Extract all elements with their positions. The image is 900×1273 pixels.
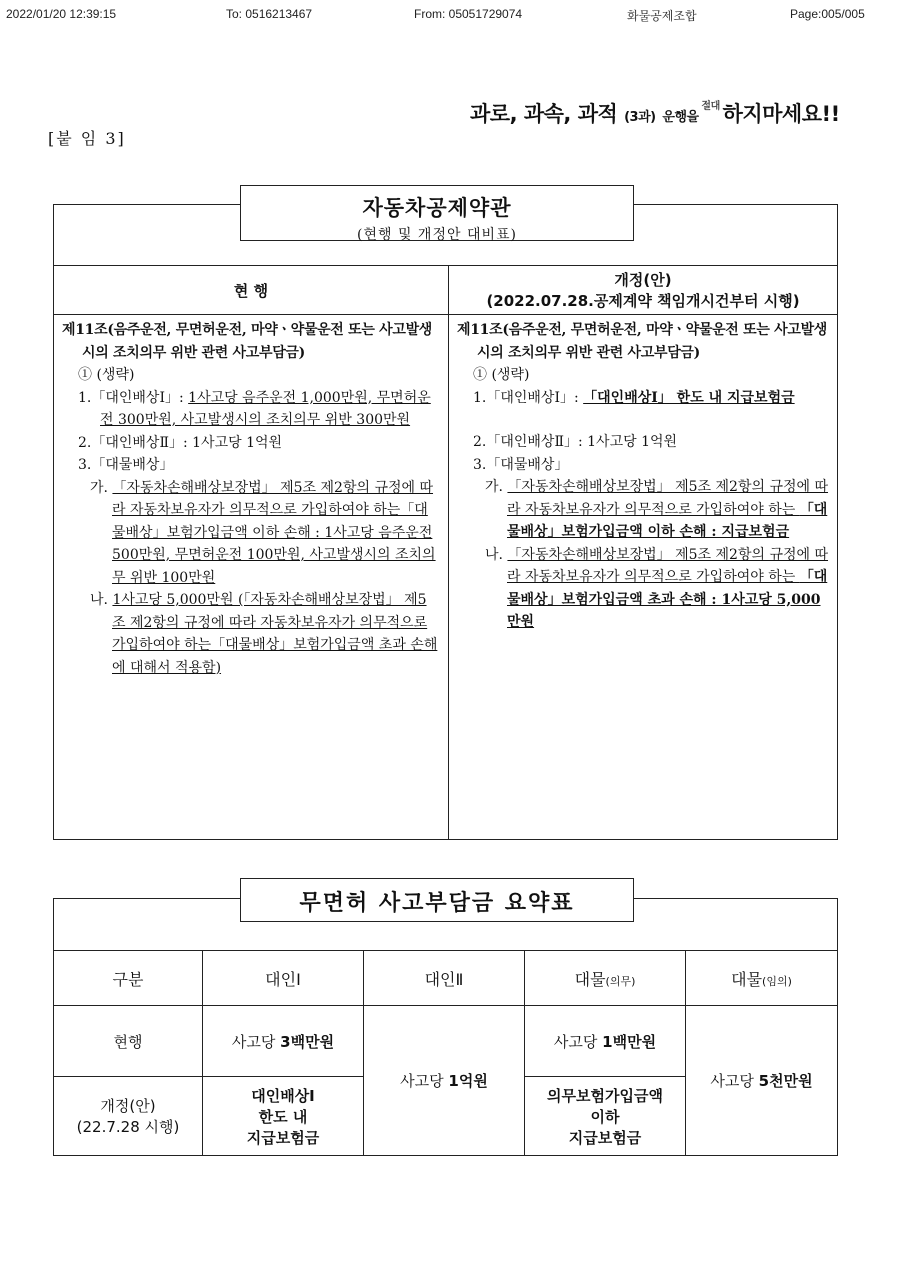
current-item1 xyxy=(62,387,440,432)
summary-header-category: 구분 xyxy=(54,951,203,1006)
summary-header-damul-mandatory xyxy=(525,951,686,1006)
summary-header-daein1: 대인Ⅰ xyxy=(203,951,364,1006)
attachment-label: [붙 임 3] xyxy=(48,129,126,148)
summary-revised-damul-l1: 의무보험가입금액 xyxy=(547,1086,663,1105)
revised-na-label: 나. xyxy=(485,546,508,563)
revised-p1: ① (생략) xyxy=(473,367,530,383)
revised-item1 xyxy=(457,387,829,410)
fax-sender: 화물공제조합 xyxy=(627,9,697,23)
summary-header-damul-mandatory-sub: (의무) xyxy=(605,974,636,988)
summary-revised-daein1-l1: 대인배상Ⅰ xyxy=(251,1086,315,1105)
slogan-end: 하지마세요!! xyxy=(722,102,840,126)
summary-daein2-pre: 사고당 xyxy=(400,1072,449,1090)
summary-revised-daein1-l3: 지급보험금 xyxy=(246,1128,320,1147)
revised-item3: 3.「대물배상」 xyxy=(473,456,569,473)
summary-revised-daein1-l2: 한도 내 xyxy=(258,1107,308,1126)
fax-datetime: 2022/01/20 12:39:15 xyxy=(6,7,117,21)
col-revised-line2: (2022.07.28.공제계약 책임개시건부터 시행) xyxy=(486,292,800,310)
summary-revised-damul xyxy=(525,1077,686,1156)
summary-header-daein2: 대인Ⅱ xyxy=(364,951,525,1006)
summary-revised-daein1 xyxy=(203,1077,364,1156)
summary-damul-optional-amt: 5천만원 xyxy=(758,1072,813,1090)
summary-title-box xyxy=(240,878,634,922)
summary-revised-damul-l2: 이하 xyxy=(590,1107,620,1126)
spacer xyxy=(457,409,829,431)
summary-row-revised-label xyxy=(54,1077,203,1156)
fax-page: Page:005/005 xyxy=(790,7,865,21)
col-revised-line1: 개정(안) xyxy=(614,271,672,289)
summary-damul-optional-pre: 사고당 xyxy=(710,1072,759,1090)
fax-to: To: 0516213467 xyxy=(226,7,313,21)
summary-daein2-merged xyxy=(364,1006,525,1156)
summary-current-damul-amt: 1백만원 xyxy=(602,1032,657,1051)
revised-na-text: 「자동차손해배상보장법」 제5조 제2항의 규정에 따라 자동차보유자가 의무적으로 가입하여야 하는 xyxy=(507,546,829,585)
slogan-stamp: 절대 xyxy=(701,101,720,112)
revised-sub-ga xyxy=(457,476,829,544)
revised-ga-text: 「자동차손해배상보장법」 제5조 제2항의 규정에 따라 자동차보유자가 의무적으로 가입하여야 하는 xyxy=(507,479,829,518)
summary-current-daein1-amt: 3백만원 xyxy=(280,1032,335,1051)
comparison-title-box xyxy=(240,185,634,241)
summary-current-damul-pre: 사고당 xyxy=(553,1032,603,1051)
current-cell xyxy=(54,315,449,840)
summary-header-damul-mandatory-main: 대물 xyxy=(574,969,606,989)
summary-header-damul-optional xyxy=(686,951,838,1006)
comparison-title: 자동차공제약관 xyxy=(362,195,512,220)
slogan-main: 과로, 과속, 과적 xyxy=(470,102,618,126)
summary-row-current-label: 현행 xyxy=(54,1006,203,1077)
current-ga-text: 「자동차손해배상보장법」 제5조 제2항의 규정에 따라 자동차보유자가 의무적으로 가입하여야 하는「대물배상」보험가입금액 이하 손해 : 1사고당 음주운전 500만원, 무면허운전 100만원, 사고발생시의 조치의무 위반 100만원 xyxy=(112,479,436,586)
slogan-tag: (3과) xyxy=(624,110,656,125)
revised-item1-label: 1.「대인배상Ⅰ」: xyxy=(473,389,584,406)
current-na-label: 나. xyxy=(90,592,113,608)
revised-item1-text: 「대인배상Ⅰ」 한도 내 지급보험금 xyxy=(583,389,795,406)
summary-header-damul-optional-main: 대물 xyxy=(731,969,763,989)
col-revised-header xyxy=(449,266,838,315)
revised-cell xyxy=(449,315,838,840)
slogan-mid: 운행을 xyxy=(662,110,699,125)
summary-daein2-amt: 1억원 xyxy=(448,1072,488,1090)
current-item1-label: 1.「대인배상Ⅰ」: xyxy=(78,389,189,406)
revised-ga-bold: 「대물배상」보험가입금액 이하 손해 : 지급보험금 xyxy=(507,501,828,540)
col-current-header: 현 행 xyxy=(54,266,449,315)
comparison-subtitle: (현행 및 개정안 대비표) xyxy=(357,227,517,243)
summary-current-daein1 xyxy=(203,1006,364,1077)
summary-damul-optional-merged xyxy=(686,1006,838,1156)
summary-revised-label-2: (22.7.28 시행) xyxy=(76,1118,180,1136)
revised-article: 제11조(음주운전, 무면허운전, 마약ㆍ약물운전 또는 사고발생시의 조치의무 위반 관련 사고부담금) xyxy=(457,322,828,361)
summary-table xyxy=(53,950,838,1156)
fax-from: From: 05051729074 xyxy=(414,7,523,21)
revised-sub-na xyxy=(457,544,829,634)
revised-na-bold: 「대물배상」보험가입금액 초과 손해 : 1사고당 5,000만원 xyxy=(507,569,828,630)
revised-item2: 2.「대인배상Ⅱ」: 1사고당 1억원 xyxy=(473,434,678,450)
current-na-text: 1사고당 5,000만원 (「자동차손해배상보장법」 제5조 제2항의 규정에 따라 자동차보유자가 의무적으로 가입하여야 하는「대물배상」보험가입금액 초과 손해에 대해서 적용함) xyxy=(112,592,438,676)
current-item2: 2.「대인배상Ⅱ」: 1사고당 1억원 xyxy=(78,434,283,451)
current-sub-na xyxy=(62,589,440,679)
summary-revised-label-1: 개정(안) xyxy=(100,1097,156,1115)
safety-slogan xyxy=(470,98,840,128)
summary-title: 무면허 사고부담금 요약표 xyxy=(299,890,575,916)
current-article: 제11조(음주운전, 무면허운전, 마약ㆍ약물운전 또는 사고발생시의 조치의무 위반 관련 사고부담금) xyxy=(62,322,433,361)
current-ga-label: 가. xyxy=(90,479,113,496)
revised-ga-label: 가. xyxy=(485,479,508,495)
current-item3: 3.「대물배상」 xyxy=(78,457,174,473)
summary-revised-damul-l3: 지급보험금 xyxy=(568,1128,642,1147)
comparison-table xyxy=(53,265,838,840)
summary-header-damul-optional-sub: (임의) xyxy=(762,974,792,988)
current-p1: ① (생략) xyxy=(78,367,135,383)
summary-current-damul xyxy=(525,1006,686,1077)
current-sub-ga xyxy=(62,477,440,590)
summary-current-daein1-pre: 사고당 xyxy=(231,1032,281,1051)
current-item1-text: 1사고당 음주운전 1,000만원, 무면허운전 300만원, 사고발생시의 조치의무 위반 300만원 xyxy=(100,389,431,428)
